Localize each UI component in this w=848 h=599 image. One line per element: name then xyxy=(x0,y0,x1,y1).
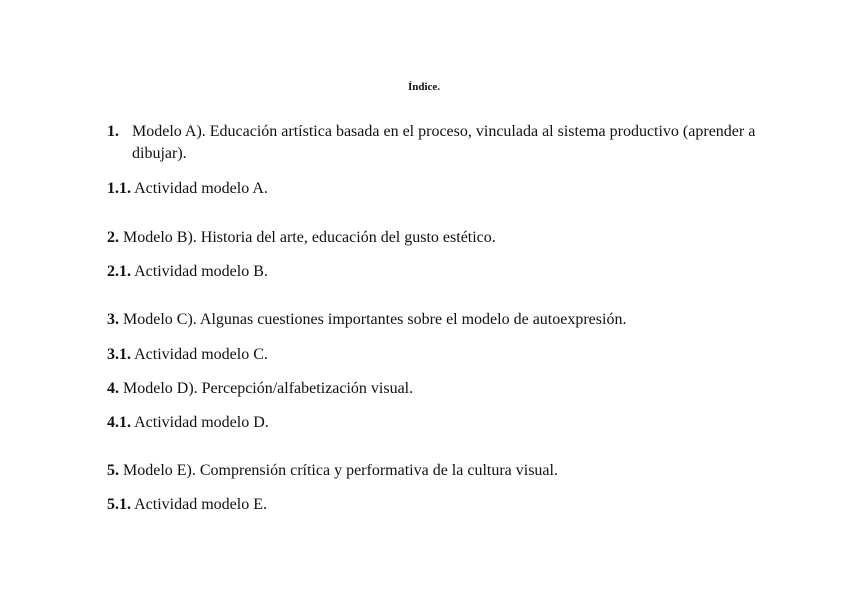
entry-number: 5. xyxy=(107,462,119,479)
entry-text: Modelo C). Algunas cuestiones importantes sobre el modelo de autoexpresión. xyxy=(123,311,627,328)
index-entry-2-1 xyxy=(107,261,787,283)
entry-number: 1.1. xyxy=(107,180,131,197)
entry-text: Actividad modelo C. xyxy=(134,346,268,363)
index-entry-4-1 xyxy=(107,412,787,434)
entry-number: 4.1. xyxy=(107,414,131,431)
entry-text: Actividad modelo B. xyxy=(134,263,268,280)
entry-text: Actividad modelo A. xyxy=(134,180,268,197)
index-entry-1-1 xyxy=(107,178,787,200)
index-entry-5 xyxy=(107,460,787,482)
index-entry-3 xyxy=(107,309,787,331)
index-title: Índice. xyxy=(407,81,441,93)
entry-text: Modelo E). Comprensión crítica y performativa de la cultura visual. xyxy=(123,462,558,479)
entry-text: Actividad modelo D. xyxy=(134,414,269,431)
index-entry-4 xyxy=(107,378,787,400)
entry-text: Modelo A). Educación artística basada en el proceso, vinculada al sistema productivo (aprender a dibujar). xyxy=(132,123,756,162)
entry-text: Modelo B). Historia del arte, educación del gusto estético. xyxy=(123,229,496,246)
entry-number: 2. xyxy=(107,229,119,246)
entry-text: Actividad modelo E. xyxy=(134,496,267,513)
entry-number: 5.1. xyxy=(107,496,131,513)
entry-number: 2.1. xyxy=(107,263,131,280)
index-entry-5-1 xyxy=(107,494,787,516)
entry-number: 1. xyxy=(107,123,119,140)
entry-number: 4. xyxy=(107,380,119,397)
entry-text: Modelo D). Percepción/alfabetización visual. xyxy=(123,380,414,397)
entry-number: 3. xyxy=(107,311,119,328)
entry-number: 3.1. xyxy=(107,346,131,363)
index-entry-2 xyxy=(107,227,787,249)
index-entry-3-1 xyxy=(107,344,787,366)
index-entry-1 xyxy=(107,121,792,165)
